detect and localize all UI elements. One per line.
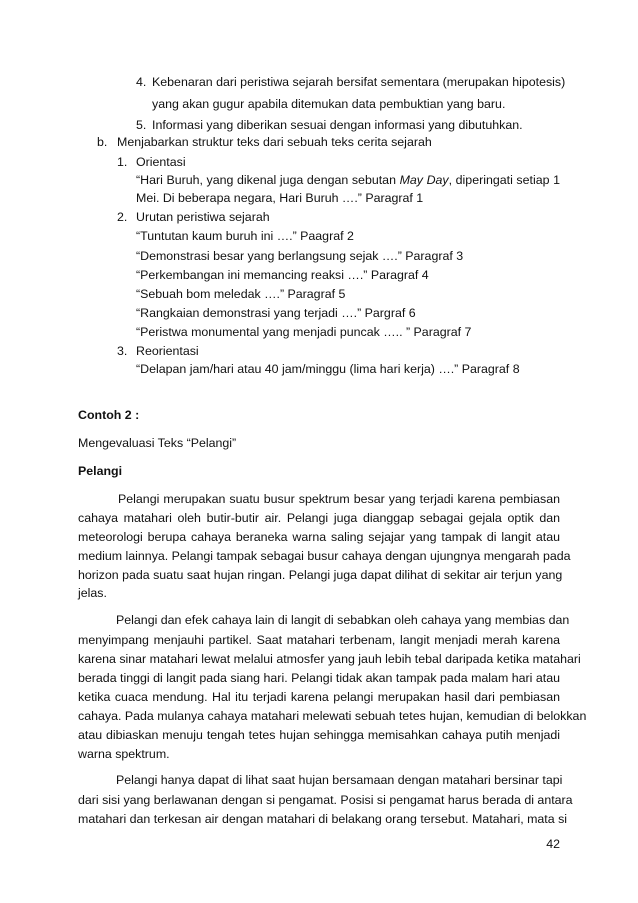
paragraph-line: menyimpang menjauhi partikel. Saat matahari terbenam, langit menjadi merah karena <box>78 633 560 647</box>
list-item-text: yang akan gugur apabila ditemukan data pembuktian yang baru. <box>152 97 506 111</box>
paragraph-line: meteorologi berupa cahaya beraneka warna saling sejajar yang tampak di langit atau <box>78 530 560 544</box>
paragraph-line: ketika cuaca mendung. Hal itu terjadi karena pelangi merupakan hasil dari pembiasan <box>78 690 560 704</box>
paragraph-line: jelas. <box>78 586 107 600</box>
list-item-text: Kebenaran dari peristiwa sejarah bersifat sementara (merupakan hipotesis) <box>152 75 566 89</box>
quote-line: “Tuntutan kaum buruh ini ….” Paagraf 2 <box>136 229 354 243</box>
example-subheading: Mengevaluasi Teks “Pelangi” <box>78 436 237 450</box>
quote-line: Mei. Di beberapa negara, Hari Buruh ….” Paragraf 1 <box>136 191 424 205</box>
section-marker: b. <box>97 135 108 149</box>
paragraph-line: dari sisi yang berlawanan dengan si pengamat. Posisi si pengamat harus berada di antara <box>78 793 573 807</box>
list-number: 3. <box>117 344 128 358</box>
paragraph-line: medium lainnya. Pelangi tampak sebagai busur cahaya dengan ujungnya mengarah pada <box>78 549 571 563</box>
quote-line: “Demonstrasi besar yang berlangsung sejak ….” Paragraf 3 <box>136 249 464 263</box>
paragraph-line: cahaya. Pada mulanya cahaya matahari melewati sebuah tetes hujan, kemudian di belokkan <box>78 709 587 723</box>
paragraph-line: warna spektrum. <box>78 747 170 761</box>
list-item-title: Urutan peristiwa sejarah <box>136 210 270 224</box>
quote-line: “Rangkaian demonstrasi yang terjadi ….” Pargraf 6 <box>136 306 416 320</box>
list-item-title: Orientasi <box>136 155 186 169</box>
list-item-text: Informasi yang diberikan sesuai dengan informasi yang dibutuhkan. <box>152 118 523 132</box>
section-heading: Menjabarkan struktur teks dari sebuah teks cerita sejarah <box>117 135 432 149</box>
paragraph-line: cahaya matahari oleh butir-butir air. Pelangi juga dianggap sebagai gejala optik dan <box>78 511 560 525</box>
paragraph-line: Pelangi dan efek cahaya lain di langit di sebabkan oleh cahaya yang membias dan <box>116 613 570 627</box>
quote-line: “Sebuah bom meledak ….” Paragraf 5 <box>136 287 346 301</box>
quote-line: “Hari Buruh, yang dikenal juga dengan sebutan May Day, diperingati setiap 1 <box>136 173 560 187</box>
paragraph-line: Pelangi merupakan suatu busur spektrum besar yang terjadi karena pembiasan <box>118 492 560 506</box>
quote-line: “Delapan jam/hari atau 40 jam/minggu (lima hari kerja) ….” Paragraf 8 <box>136 362 520 376</box>
paragraph-line: matahari dan terkesan air dengan matahari di belakang orang tersebut. Matahari, mata si <box>78 812 568 826</box>
page-number: 42 <box>546 837 560 851</box>
paragraph-line: atau dibiaskan menuju tengah tetes hujan sehingga memisahkan cahaya putih menjadi <box>78 728 560 742</box>
quote-line: “Perkembangan ini memancing reaksi ….” Paragraf 4 <box>136 268 429 282</box>
paragraph-line: horizon pada suatu saat hujan ringan. Pelangi juga dapat dilihat di sekitar air terjun yang <box>78 568 563 582</box>
list-number: 4. <box>136 75 147 89</box>
paragraph-line: karena sinar matahari lewat melalui atmosfer yang jauh lebih tebal daripada ketika matahari <box>78 652 581 666</box>
paragraph-line: Pelangi hanya dapat di lihat saat hujan bersamaan dengan matahari bersinar tapi <box>116 773 563 787</box>
list-number: 2. <box>117 210 128 224</box>
paragraph-line: berada tinggi di langit pada siang hari. Pelangi tidak akan tampak pada malam hari atau <box>78 671 560 685</box>
text-title: Pelangi <box>78 464 123 478</box>
list-number: 5. <box>136 118 147 132</box>
list-item-title: Reorientasi <box>136 344 199 358</box>
quote-line: “Peristwa monumental yang menjadi puncak ….. ” Paragraf 7 <box>136 325 472 339</box>
list-number: 1. <box>117 155 128 169</box>
example-heading: Contoh 2 : <box>78 408 140 422</box>
